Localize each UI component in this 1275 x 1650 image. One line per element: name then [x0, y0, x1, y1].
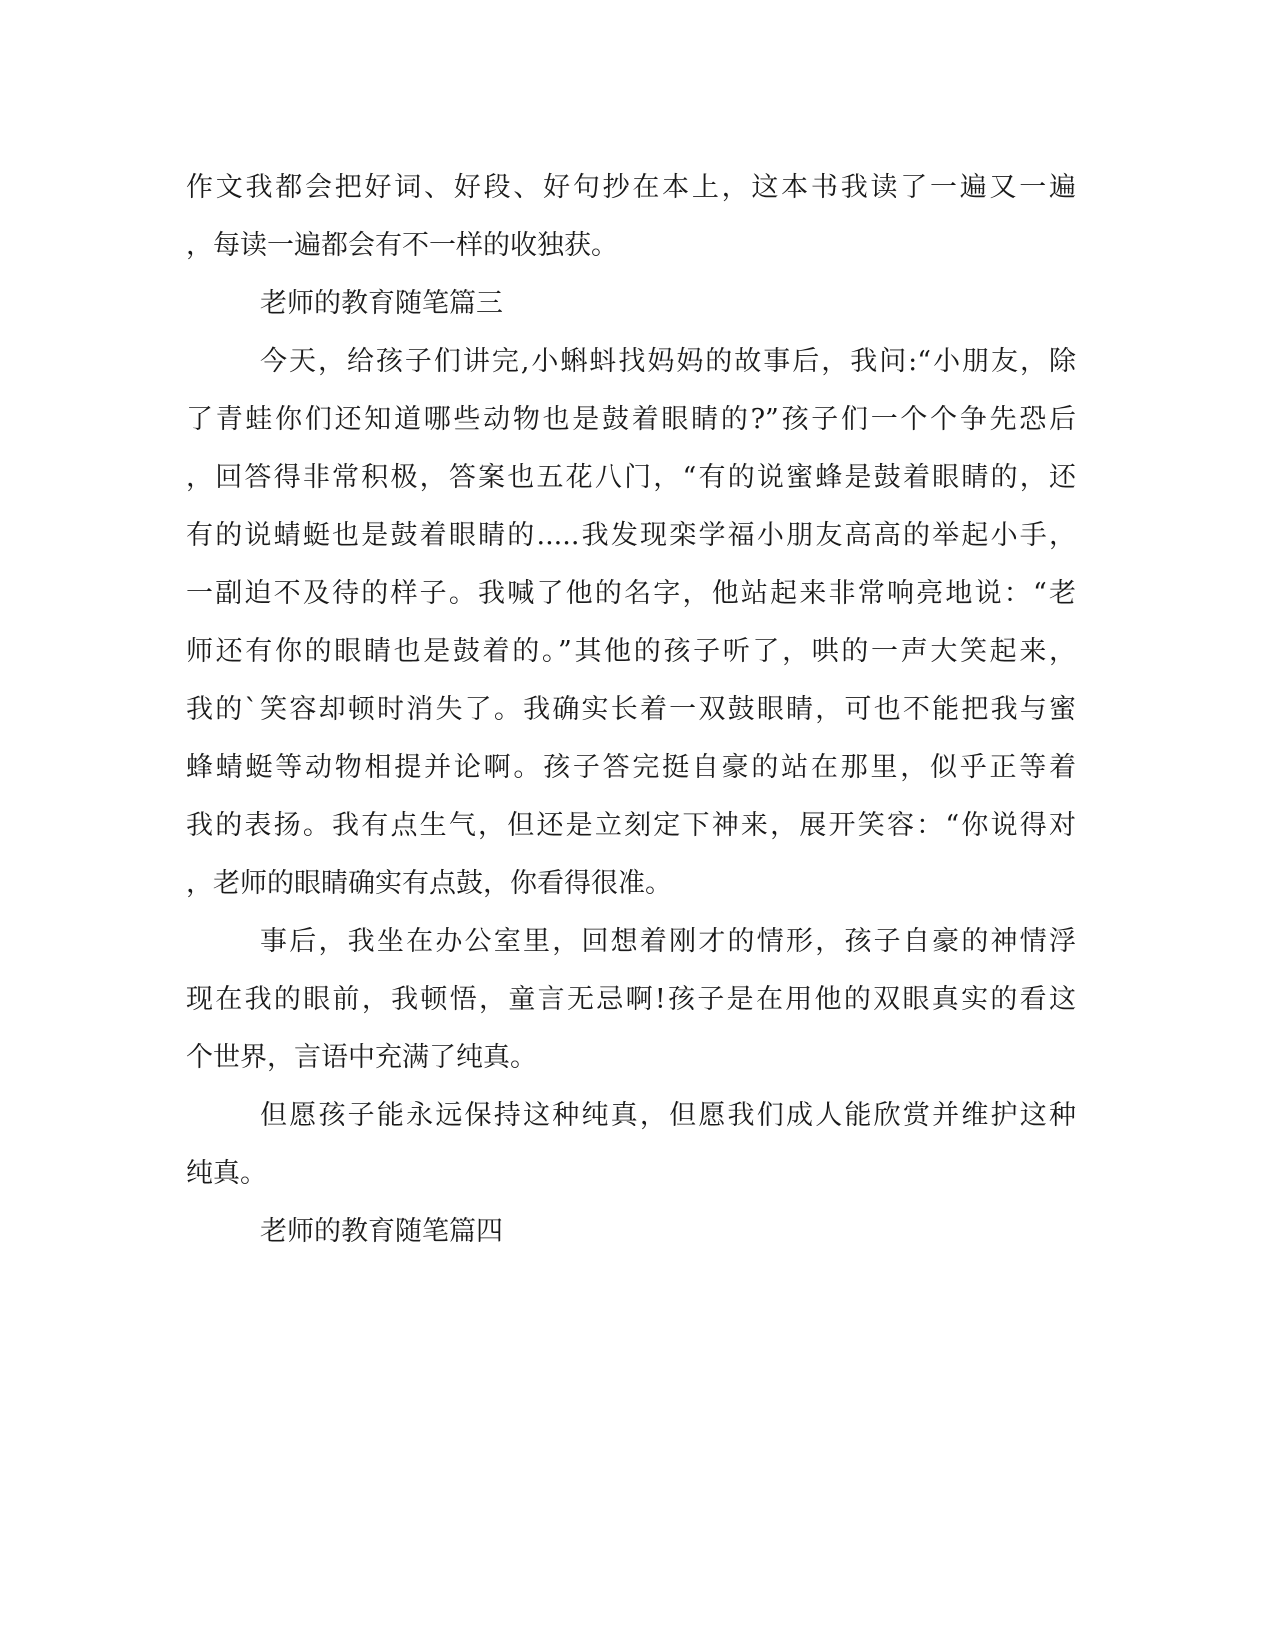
paragraph-line: ，回答得非常积极，答案也五花八门，“有的说蜜蜂是鼓着眼睛的，还: [186, 462, 1076, 493]
paragraph-line: 个世界，言语中充满了纯真。: [186, 1042, 537, 1073]
paragraph-line: 有的说蜻蜓也是鼓着眼睛的.....我发现栾学福小朋友高高的举起小手，: [186, 520, 1076, 551]
paragraph-line: 蜂蜻蜓等动物相提并论啊。孩子答完挺自豪的站在那里，似乎正等着: [186, 752, 1076, 783]
paragraph-line: 事后，我坐在办公室里，回想着刚才的情形，孩子自豪的神情浮: [260, 926, 1076, 957]
section-heading: 老师的教育随笔篇三: [260, 288, 503, 319]
paragraph-line: 我的表扬。我有点生气，但还是立刻定下神来，展开笑容：“你说得对: [186, 810, 1076, 841]
paragraph-line: 纯真。: [186, 1158, 267, 1189]
paragraph-line: ，每读一遍都会有不一样的收独获。: [186, 230, 618, 261]
paragraph-line: 师还有你的眼睛也是鼓着的。”其他的孩子听了，哄的一声大笑起来，: [186, 636, 1076, 667]
paragraph-line: 我的`笑容却顿时消失了。我确实长着一双鼓眼睛，可也不能把我与蜜: [186, 694, 1076, 725]
paragraph-line: 今天，给孩子们讲完,小蝌蚪找妈妈的故事后，我问:“小朋友，除: [260, 346, 1076, 377]
paragraph-line: 作文我都会把好词、好段、好句抄在本上，这本书我读了一遍又一遍: [186, 172, 1076, 203]
paragraph-line: 现在我的眼前，我顿悟，童言无忌啊!孩子是在用他的双眼真实的看这: [186, 984, 1076, 1015]
paragraph-line: ，老师的眼睛确实有点鼓，你看得很准。: [186, 868, 672, 899]
paragraph-line: 但愿孩子能永远保持这种纯真，但愿我们成人能欣赏并维护这种: [260, 1100, 1076, 1131]
section-heading: 老师的教育随笔篇四: [260, 1216, 503, 1247]
paragraph-line: 了青蛙你们还知道哪些动物也是鼓着眼睛的?”孩子们一个个争先恐后: [186, 404, 1076, 435]
paragraph-line: 一副迫不及待的样子。我喊了他的名字，他站起来非常响亮地说：“老: [186, 578, 1076, 609]
